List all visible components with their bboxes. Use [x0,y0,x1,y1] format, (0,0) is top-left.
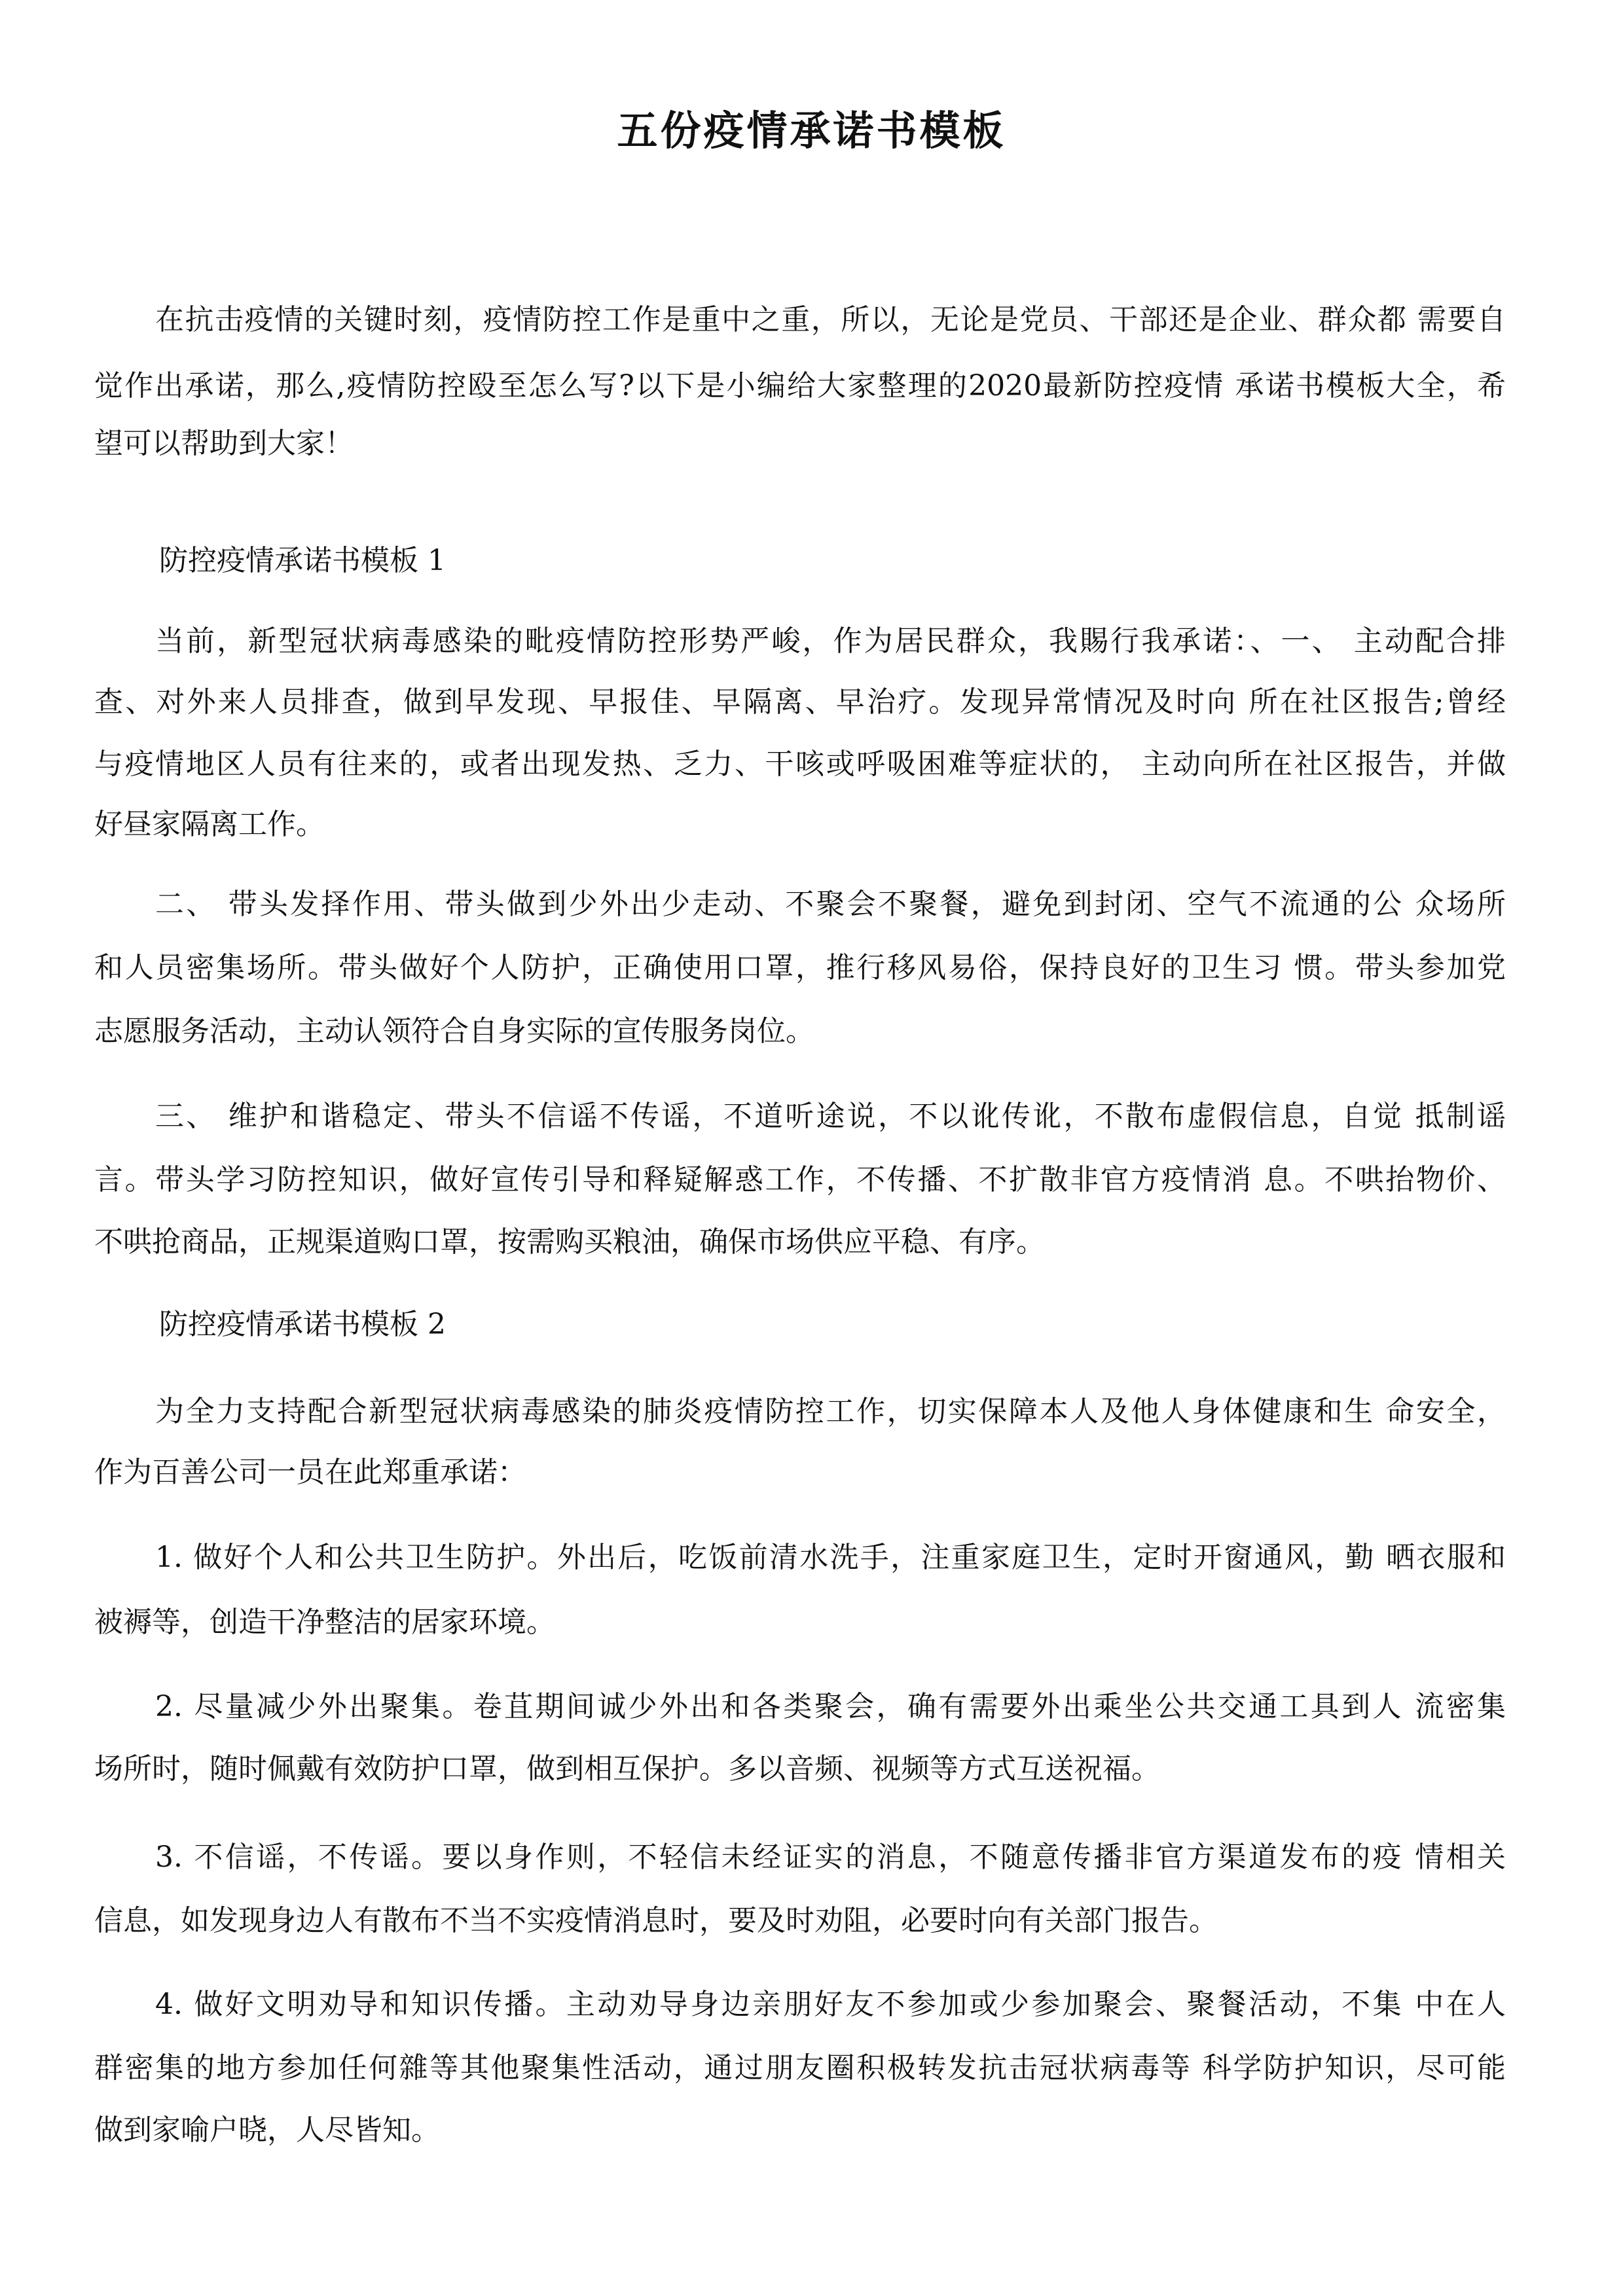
text-line: 望可以帮助到大家！ [94,427,354,460]
text-line: 作为百善公司一员在此郑重承诺： [94,1456,526,1489]
section-heading-template-2: 防控疫情承诺书模板 2 [159,1308,446,1341]
text-line: 1. 做好个人和公共卫生防护。外出后，吃饭前清水洗手，注重家庭卫生，定时开窗通风，勤 晒衣服和 [155,1541,1506,1574]
text-line: 和人员密集场所。带头做好个人防护，正确使用口罩，推行移风易俗，保持良好的卫生习 惯。带头参加党 [94,951,1506,984]
document-title: 五份疫情承诺书模板 [617,107,1006,154]
text-line: 信息，如发现身边人有散布不当不实疫情消息时，要及时劝阻，必要时向有关部门报告。 [94,1904,1218,1937]
text-line: 场所时，随时佩戴有效防护口罩，做到相互保护。多以音频、视频等方式互送祝福。 [94,1752,1160,1785]
text-line: 2. 尽量减少外出聚集。卷苴期间诚少外出和各类聚会，确有需要外出乘坐公共交通工具到人 流密集 [155,1690,1506,1723]
text-line: 好昼家隔离工作。 [94,808,325,841]
text-line: 3. 不信谣，不传谣。要以身作则，不轻信未经证实的消息，不随意传播非官方渠道发布的疫 情相关 [155,1840,1506,1874]
text-line: 做到家喻户晓，人尽皆知。 [94,2113,440,2147]
text-line: 群密集的地方参加任何雜等其他聚集性活动，通过朋友圈积极转发抗击冠状病毒等 科学防护知识，尽可能 [94,2051,1506,2085]
text-line: 志愿服务活动，主动认领符合自身实际的宣传服务岗位。 [94,1014,814,1048]
text-line: 查、对外来人员排查，做到早发现、早报佳、早隔离、早治疗。发现异常情况及时向 所在社区报告;曾经 [94,685,1506,719]
text-line: 三、 维护和谐稳定、带头不信谣不传谣，不道听途说，不以讹传讹，不散布虚假信息，自觉 抵制谣 [155,1100,1506,1133]
text-line: 不哄抢商品，正规渠道购口罩，按需购买粮油，确保市场供应平稳、有序。 [94,1225,1045,1259]
text-line: 言。带头学习防控知识，做好宣传引导和释疑解惑工作，不传播、不扩散非官方疫情消 息。不哄抬物价、 [94,1163,1506,1196]
text-line: 4. 做好文明劝导和知识传播。主动劝导身边亲朋好友不参加或少参加聚会、聚餐活动，不集 中在人 [155,1988,1506,2021]
text-line: 二、 带头发择作用、带头做到少外出少走动、不聚会不聚餐，避免到封闭、空气不流通的公 众场所 [155,888,1506,921]
text-line: 当前，新型冠状病毒感染的毗疫情防控形势严峻，作为居民群众，我賜行我承诺：、一、 主动配合排 [155,624,1506,658]
text-line: 被褥等，创造干净整洁的居家环境。 [94,1605,555,1639]
text-line: 与疫情地区人员有往来的，或者出现发热、乏力、干咳或呼吸困难等症状的， 主动向所在社区报告，并做 [94,747,1506,781]
text-line: 为全力支持配合新型冠状病毒感染的肺炎疫情防控工作，切实保障本人及他人身体健康和生 命安全， [155,1395,1506,1428]
section-heading-template-1: 防控疫情承诺书模板 1 [159,544,446,577]
text-line: 觉作出承诺，那么,疫情防控殴至怎么写?以下是小编给大家整理的2020最新防控疫情 承诺书模板大全，希 [94,369,1506,403]
text-line: 在抗击疫情的关键时刻，疫情防控工作是重中之重，所以，无论是党员、干部还是企业、群众都 需要自 [155,303,1506,336]
